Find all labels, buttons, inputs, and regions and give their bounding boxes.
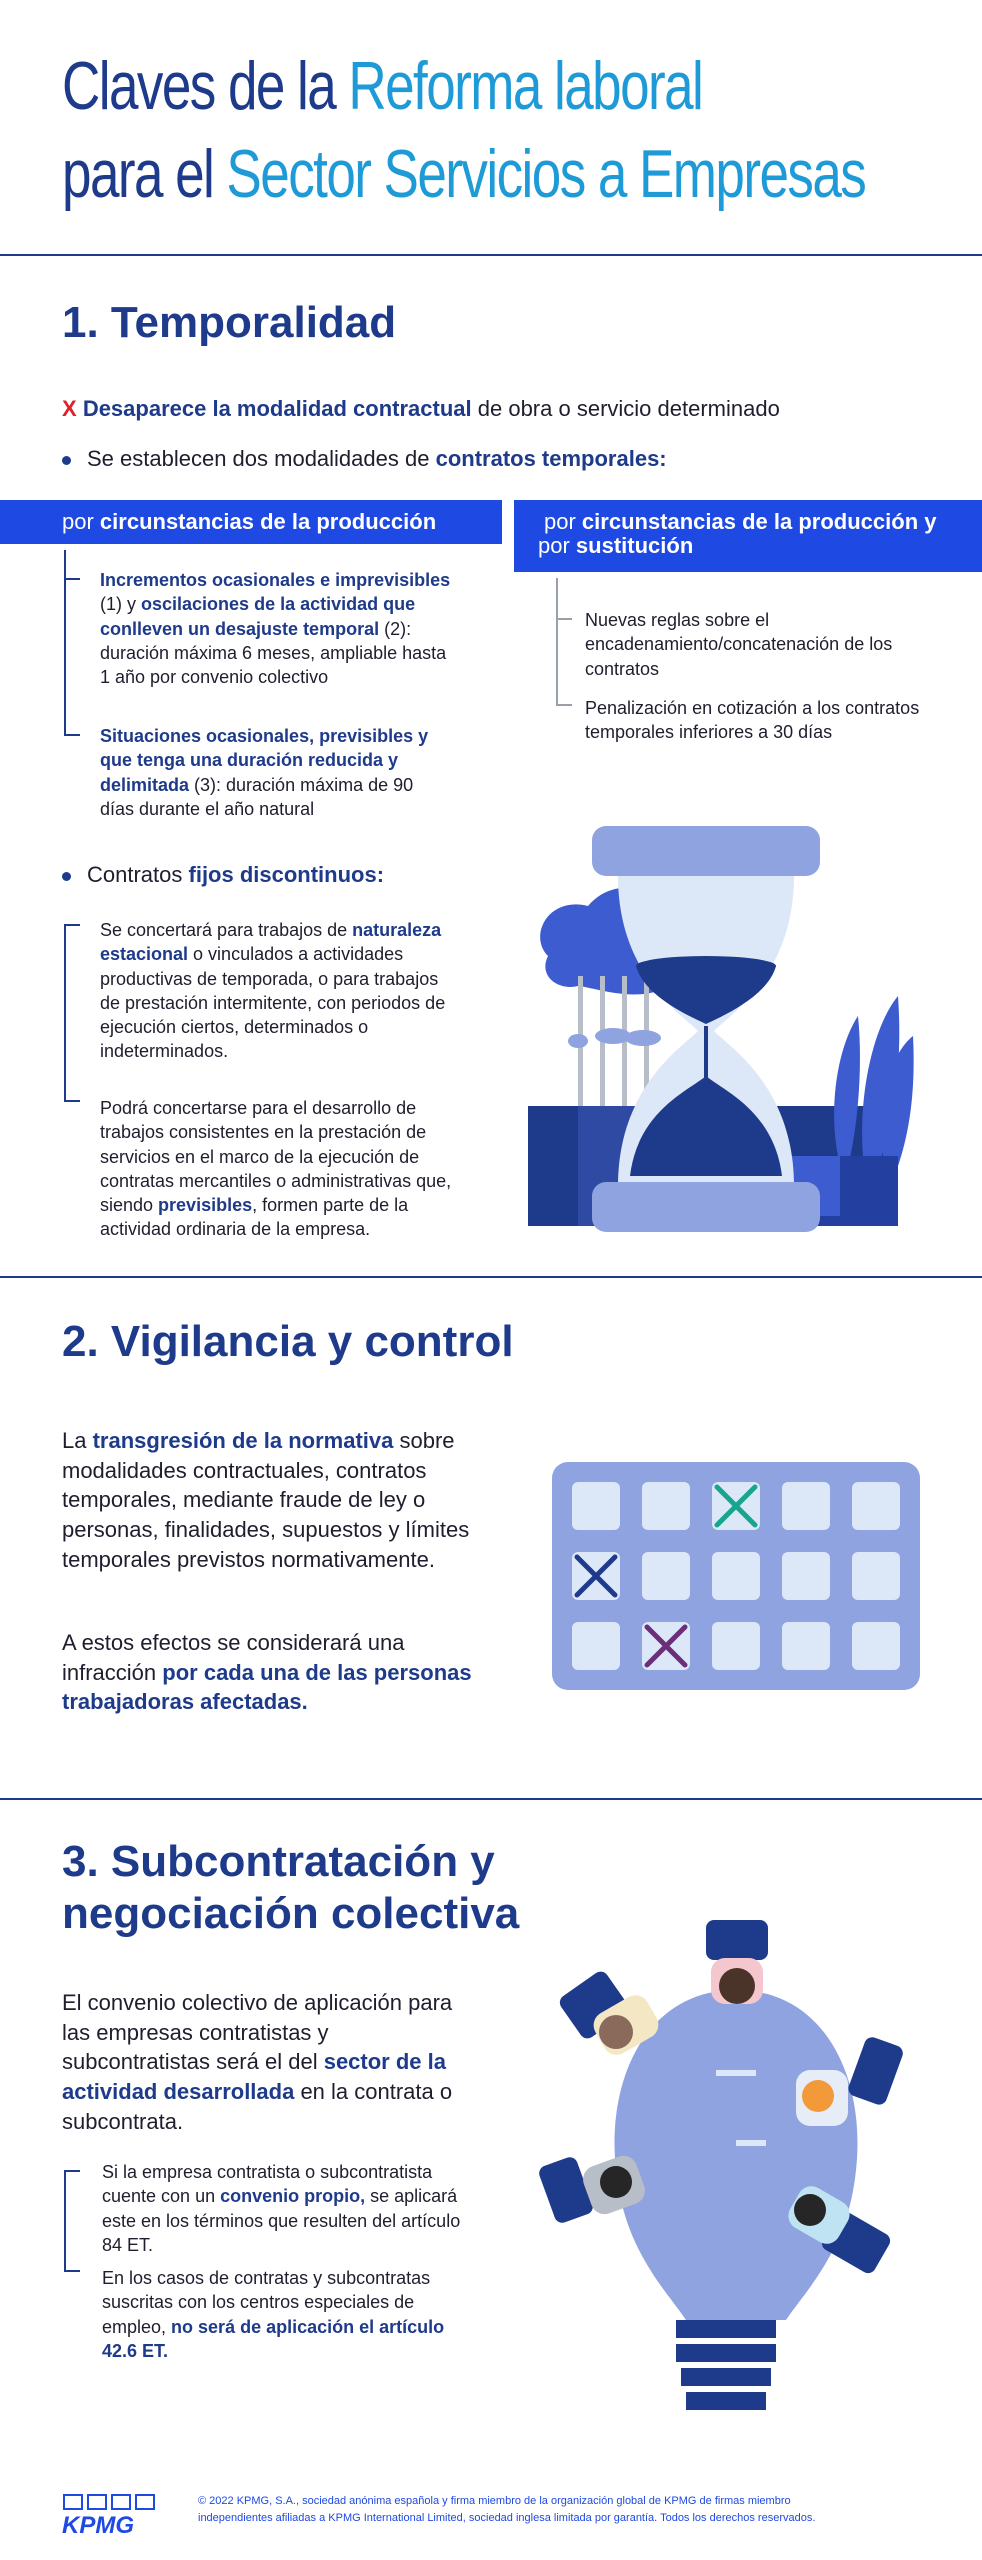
section3-paragraph-1: El convenio colectivo de aplicación para las empresas contratistas y subcontratistas será el del sector de la actividad desarrollada en la contrata o subcontrata.	[62, 1990, 453, 2134]
section3-title-line-2: negociación colectiva	[62, 1889, 520, 1938]
left-point-1: Incrementos ocasionales e imprevisibles (1) y oscilaciones de la actividad que conlleven un desajuste temporal (2): duración máxima 6 meses, ampliable hasta 1 año por convenio colectivo	[100, 570, 451, 688]
kpmg-logo-boxes	[62, 2493, 158, 2511]
hourglass-icon	[518, 826, 918, 1236]
title-line-2: para el Sector Servicios a Empresas	[62, 136, 866, 212]
meeting-table-icon	[536, 1920, 936, 2420]
footer-legal-line-1: © 2022 KPMG, S.A., sociedad anónima española y firma miembro de la organización global de KPMG de firmas miembro	[198, 2495, 791, 2507]
removed-modality-item: X Desaparece la modalidad contractual de obra o servicio determinado	[62, 396, 780, 421]
x-mark-icon: X	[62, 396, 77, 421]
calendar-grid-icon	[552, 1462, 920, 1690]
fixed-discontinuous-point-1: Se concertará para trabajos de naturaleza estacional o vinculados a actividades productivas de temporada, o para trabajos de prestación intermitente, con periodos de ejecución ciertos, determinados o indeterminados.	[100, 920, 446, 1062]
right-point-2: Penalización en cotización a los contratos temporales inferiores a 30 días	[585, 698, 920, 743]
fixed-discontinuous-heading: Contratos fijos discontinuos:	[62, 860, 384, 890]
bracket-tick	[64, 2170, 80, 2172]
temporal-contracts-item: Se establecen dos modalidades de contratos temporales:	[62, 444, 942, 474]
right-column-bracket	[556, 578, 558, 706]
bracket-tick	[64, 734, 80, 736]
bullet-icon	[62, 456, 71, 465]
section3-bracket	[64, 2170, 66, 2272]
right-bar-production-substitution: por circunstancias de la producción y por sustitución	[514, 500, 982, 572]
bracket-tick	[64, 924, 80, 926]
divider	[0, 1798, 982, 1800]
kpmg-logo-text: KPMG	[62, 2512, 134, 2539]
section2-paragraph-1: La transgresión de la normativa sobre modalidades contractuales, contratos temporales, mediante fraude de ley o personas, finalidades, supuestos y límites temporales previstos normativamente.	[62, 1428, 470, 1572]
bracket-tick	[556, 704, 572, 706]
bracket-tick	[64, 1100, 80, 1102]
section3-title-line-1: 3. Subcontratación y	[62, 1837, 495, 1886]
title-line-1: Claves de la Reforma laboral	[62, 48, 703, 124]
bracket-tick	[556, 618, 572, 620]
fixed-discontinuous-bracket	[64, 924, 66, 1102]
bullet-icon	[62, 872, 71, 881]
left-bar-production: por circunstancias de la producción	[0, 500, 502, 544]
bracket-tick	[64, 578, 80, 580]
section3-point-2: En los casos de contratas y subcontratas suscritas con los centros especiales de empleo, no será de aplicación el artículo 42.6 ET.	[102, 2268, 445, 2361]
right-point-1: Nuevas reglas sobre el encadenamiento/concatenación de los contratos	[585, 610, 893, 679]
bracket-tick	[64, 2270, 80, 2272]
footer-legal-line-2: independientes afiliadas a KPMG International Limited, sociedad inglesa limitada por garantía. Todos los derechos reservados.	[198, 2512, 816, 2524]
section3-point-1: Si la empresa contratista o subcontratista cuente con un convenio propio, se aplicará este en los términos que resulten del artículo 84 ET.	[102, 2162, 461, 2255]
left-point-2: Situaciones ocasionales, previsibles y que tenga una duración reducida y delimitada (3): duración máxima de 90 días durante el año natural	[100, 726, 429, 819]
fixed-discontinuous-point-2: Podrá concertarse para el desarrollo de trabajos consistentes en la prestación de servicios en el marco de la ejecución de contratas mercantiles o administrativas que, siendo previsibles, formen parte de la actividad ordinaria de la empresa.	[100, 1098, 452, 1240]
section2-paragraph-2: A estos efectos se considerará una infracción por cada una de las personas trabajadoras afectadas.	[62, 1630, 472, 1715]
divider	[0, 254, 982, 256]
section2-title: 2. Vigilancia y control	[62, 1317, 514, 1366]
kpmg-logo	[62, 2493, 158, 2538]
divider	[0, 1276, 982, 1278]
section1-title: 1. Temporalidad	[62, 298, 397, 347]
